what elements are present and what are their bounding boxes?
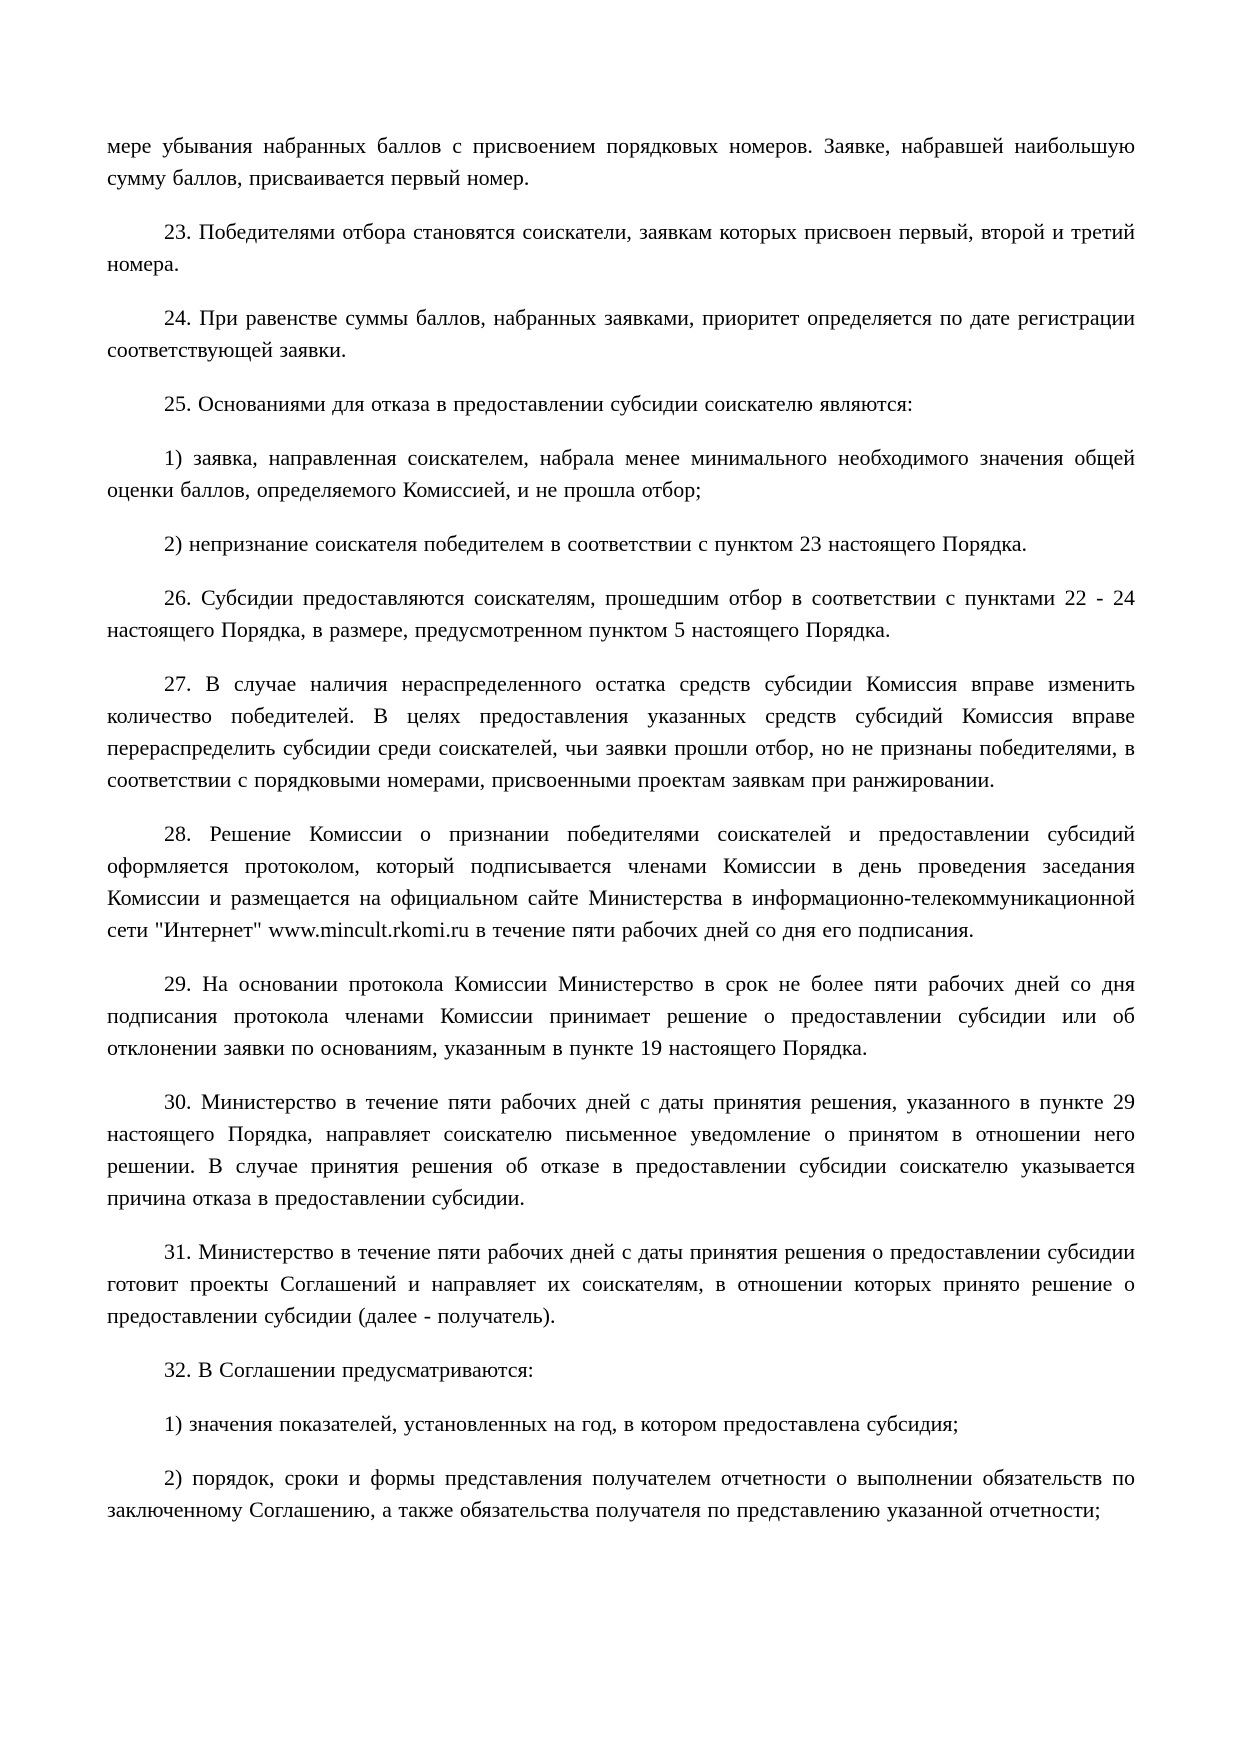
paragraph-32: 32. В Соглашении предусматриваются: bbox=[164, 1357, 534, 1382]
paragraph-24: 24. При равенстве суммы баллов, набранных заявками, приоритет определяется по дате регистрации соответствующей заявки. bbox=[107, 305, 1135, 362]
paragraph-25-subitem-1: 1) заявка, направленная соискателем, набрала менее минимального необходимого значения общей оценки баллов, определяемого Комиссией, и не прошла отбор; bbox=[107, 445, 1135, 502]
paragraph-28: 28. Решение Комиссии о признании победителями соискателей и предоставлении субсидий оформляется протоколом, который подписывается членами Комиссии в день проведения заседания Комиссии и размещается на официальном сайте Министерства в информационно-телекоммуникационной сети "Интернет" www.mincult.rkomi.ru в течение пяти рабочих дней со дня его подписания. bbox=[107, 821, 1135, 942]
paragraph-23: 23. Победителями отбора становятся соискатели, заявкам которых присвоен первый, второй и третий номера. bbox=[107, 219, 1135, 276]
paragraph-25-subitem-2: 2) непризнание соискателя победителем в соответствии с пунктом 23 настоящего Порядка. bbox=[164, 531, 1028, 556]
paragraph-32-subitem-1: 1) значения показателей, установленных на год, в котором предоставлена субсидия; bbox=[164, 1411, 959, 1436]
paragraph-29: 29. На основании протокола Комиссии Министерство в срок не более пяти рабочих дней со дня подписания протокола членами Комиссии принимает решение о предоставлении субсидии или об отклонении заявки по основаниям, указанным в пункте 19 настоящего Порядка. bbox=[107, 971, 1135, 1060]
paragraph-25: 25. Основаниями для отказа в предоставлении субсидии соискателю являются: bbox=[164, 391, 913, 416]
paragraph-31: 31. Министерство в течение пяти рабочих дней с даты принятия решения о предоставлении субсидии готовит проекты Соглашений и направляет их соискателям, в отношении которых принято решение о предоставлении субсидии (далее - получатель). bbox=[107, 1239, 1135, 1328]
paragraph-26: 26. Субсидии предоставляются соискателям, прошедшим отбор в соответствии с пунктами 22 - 24 настоящего Порядка, в размере, предусмотренном пунктом 5 настоящего Порядка. bbox=[107, 585, 1135, 642]
paragraph-32-subitem-2: 2) порядок, сроки и формы представления получателем отчетности о выполнении обязательств по заключенному Соглашению, а также обязательства получателя по представлению указанной отчетности; bbox=[107, 1465, 1135, 1522]
paragraph-continuation: мере убывания набранных баллов с присвоением порядковых номеров. Заявке, набравшей наибольшую сумму баллов, присваивается первый номер. bbox=[107, 133, 1135, 190]
paragraph-30: 30. Министерство в течение пяти рабочих дней с даты принятия решения, указанного в пункте 29 настоящего Порядка, направляет соискателю письменное уведомление о принятом в отношении него решении. В случае принятия решения об отказе в предоставлении субсидии соискателю указывается причина отказа в предоставлении субсидии. bbox=[107, 1089, 1135, 1210]
paragraph-27: 27. В случае наличия нераспределенного остатка средств субсидии Комиссия вправе изменить количество победителей. В целях предоставления указанных средств субсидий Комиссия вправе перераспределить субсидии среди соискателей, чьи заявки прошли отбор, но не признаны победителями, в соответствии с порядковыми номерами, присвоенными проектам заявкам при ранжировании. bbox=[107, 671, 1135, 792]
